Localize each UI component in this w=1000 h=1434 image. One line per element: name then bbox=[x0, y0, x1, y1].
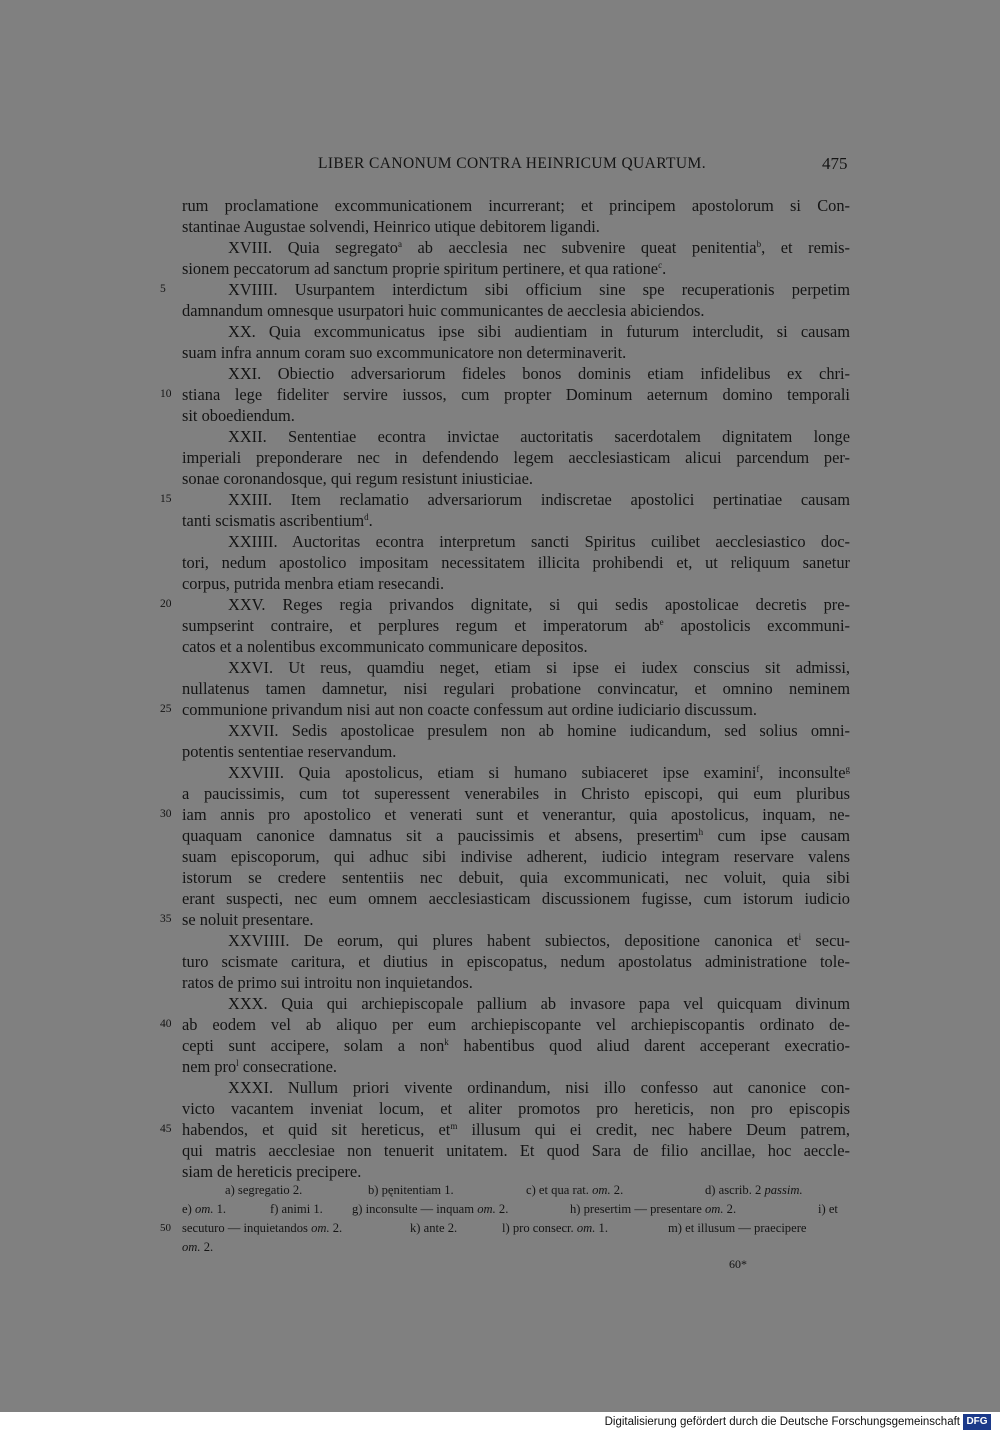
line-number: 35 bbox=[160, 913, 172, 925]
footnote: i) et bbox=[818, 1202, 838, 1216]
text-line: XXXI. Nullum priori vivente ordinandum, nisi illo confesso aut canonice con- bbox=[228, 1078, 850, 1097]
footnote: k) ante 2. bbox=[410, 1221, 458, 1235]
text-line: iam annis pro apostolico et venerati sunt et venerantur, quia apostolicus, inquam, ne- bbox=[182, 805, 850, 824]
text-line: sumpserint contraire, et perplures regum et imperatorum $ab^e$ apostolicis excommuni- bbox=[182, 616, 850, 635]
text-line: tanti scismatis ascribentium$^d$. bbox=[182, 511, 373, 530]
footnote: g) inconsulte — inquam om. 2. bbox=[352, 1202, 509, 1216]
text-line: XXX. Quia qui archiepiscopale pallium ab invasore papa vel quicquam divinum bbox=[228, 994, 850, 1013]
text-line: istorum se credere sententiis nec debuit, quia excommunicati, nec voluit, quia sibi bbox=[182, 868, 850, 887]
text-line: a paucissimis, cum tot superessent venerabiles in Christo episcopi, qui eum pluribus bbox=[182, 784, 850, 803]
text-line: habendos, et quid sit hereticus, $et^m$ illusum qui ei credit, nec habere Deum patrem, bbox=[182, 1120, 850, 1139]
text-line: sionem peccatorum ad sanctum proprie spiritum pertinere, et qua ratione$^c$. bbox=[182, 259, 667, 278]
text-line: XXIIII. Auctoritas econtra interpretum sancti Spiritus cuilibet aecclesiastico doc- bbox=[228, 532, 850, 551]
text-line: rum proclamatione excommunicationem incurrerant; et principem apostolorum si Con- bbox=[182, 196, 850, 215]
text-line: victo vacantem inveniat locum, et aliter promotos pro hereticis, non pro episcopis bbox=[182, 1099, 850, 1118]
text-line: XX. Quia excommunicatus ipse sibi audientiam in futurum intercludit, si causam bbox=[228, 322, 850, 341]
text-line: nullatenus tamen damnetur, nisi regulari probatione convincatur, et omnino neminem bbox=[182, 679, 850, 698]
line-number: 30 bbox=[160, 808, 172, 820]
footnote: d) ascrib. 2 passim. bbox=[705, 1183, 803, 1197]
text-line: tori, nedum apostolico impositam necessitatem illicita prohibendi et, ut reliquum sanetur bbox=[182, 553, 850, 572]
line-number: 15 bbox=[160, 493, 172, 505]
text-line: siam de hereticis precipere. bbox=[182, 1162, 362, 1181]
line-number: 5 bbox=[160, 283, 166, 295]
footnote: c) et qua rat. om. 2. bbox=[526, 1183, 624, 1197]
text-line: XVIIII. Usurpantem interdictum sibi officium sine spe recuperationis perpetim bbox=[228, 280, 850, 299]
text-line: stantinae Augustae solvendi, Heinrico utique debitorem ligandi. bbox=[182, 217, 600, 236]
footnote: secuturo — inquietandos om. 2. bbox=[182, 1221, 343, 1235]
footnote: m) et illusum — praecipere bbox=[668, 1221, 807, 1235]
footer-credit: Digitalisierung gefördert durch die Deutsche Forschungsgemeinschaft bbox=[604, 1416, 960, 1428]
text-line: nem pro$^l$ consecratione. bbox=[182, 1057, 337, 1076]
text-line: suam infra annum coram suo excommunicatore non determinaverit. bbox=[182, 343, 627, 362]
page-number: 475 bbox=[822, 154, 848, 173]
text-line: se noluit presentare. bbox=[182, 910, 314, 929]
footnote: om. 2. bbox=[182, 1240, 214, 1254]
text-line: erant suspecti, nec eum omnem aecclesiasticam discussionem fugisse, cum istorum iudicio bbox=[182, 889, 850, 908]
line-number: 25 bbox=[160, 703, 172, 715]
text-line: qui matris aecclesiae non tenuerit unitatem. Et quod Sara de filio ancillae, hoc aeccle- bbox=[182, 1141, 850, 1160]
text-line: turo scismate caritura, et diutius in episcopatus, nedum apostolatus administratione tole- bbox=[182, 952, 850, 971]
text-line: XXVIIII. De eorum, qui plures habent subiectos, depositione canonica $et^i$ secu- bbox=[228, 931, 851, 950]
text-line: ab eodem vel ab aliquo per eum archiepiscopante vel archiepiscopantis ordinato de- bbox=[182, 1015, 850, 1034]
text-line: imperiali preponderare nec in defendendo legem aecclesiasticam alicui parcendum per- bbox=[182, 448, 850, 467]
text-line: XXVIII. Quia apostolicus, etiam si humano subiaceret ipse examini$^f$, inconsulte$^g$ bbox=[228, 763, 850, 782]
line-number: 50 bbox=[160, 1222, 171, 1234]
signature-mark: 60* bbox=[729, 1257, 747, 1271]
footnote: e) om. 1. bbox=[182, 1202, 227, 1216]
text-line: XXII. Sententiae econtra invictae auctoritatis sacerdotalem dignitatem longe bbox=[228, 427, 850, 446]
text-line: catos et a nolentibus excommunicato communicare depositos. bbox=[182, 637, 588, 656]
text-line: XXVII. Sedis apostolicae presulem non ab homine iudicandum, sed solius omni- bbox=[228, 721, 850, 740]
text-line: communione privandum nisi aut non coacte confessum aut ordine iudiciario discussum. bbox=[182, 700, 757, 719]
text-line: ratos de primo sui introitu non inquietandos. bbox=[182, 973, 473, 992]
line-number: 10 bbox=[160, 388, 172, 400]
dfg-logo: DFG bbox=[963, 1414, 991, 1430]
text-line: quaquam canonice damnatus sit a paucissimis et absens, presertim$^h$ cum ipse causam bbox=[182, 826, 850, 845]
text-line: cepti sunt accipere, solam a non$^k$ habentibus quod aliud darent acceperant execratio- bbox=[182, 1036, 850, 1055]
text-line: potentis sententiae reservandum. bbox=[182, 742, 397, 761]
text-line: stiana lege fideliter servire iussos, cum propter Dominum aeternum domino temporali bbox=[182, 385, 850, 404]
text-line: XXIII. Item reclamatio adversariorum indiscretae apostolici pertinatiae causam bbox=[228, 490, 850, 509]
text-line: sonae coronandosque, qui regum resistunt iniusticiae. bbox=[182, 469, 533, 488]
text-line: XXV. Reges regia privandos dignitate, si qui sedis apostolicae decretis pre- bbox=[228, 595, 850, 614]
line-number: 40 bbox=[160, 1018, 172, 1030]
text-line: XVIII. Quia segregato$^a$ ab aecclesia nec subvenire queat penitentia$^b$, et remis- bbox=[228, 238, 850, 257]
text-line: XXVI. Ut reus, quamdiu neget, etiam si ipse ei iudex conscius sit admissi, bbox=[228, 658, 850, 677]
text-line: corpus, putrida menbra etiam resecandi. bbox=[182, 574, 445, 593]
line-number: 20 bbox=[160, 598, 172, 610]
footnote: h) presertim — presentare om. 2. bbox=[570, 1202, 737, 1216]
running-title: LIBER CANONUM CONTRA HEINRICUM QUARTUM. bbox=[318, 155, 706, 172]
footnote: l) pro consecr. om. 1. bbox=[502, 1221, 608, 1235]
footnote: a) segregatio 2. bbox=[225, 1183, 303, 1197]
text-line: sit oboediendum. bbox=[182, 406, 295, 425]
text-line: damnandum omnesque usurpatori huic communicantes de aecclesia abiciendos. bbox=[182, 301, 705, 320]
footnote: b) pęnitentiam 1. bbox=[368, 1183, 454, 1197]
text-line: XXI. Obiectio adversariorum fideles bonos dominis etiam infidelibus ex chri- bbox=[228, 364, 850, 383]
text-line: suam episcoporum, qui adhuc sibi indivise adherent, iudicio integram reservare valens bbox=[182, 847, 850, 866]
line-number: 45 bbox=[160, 1123, 172, 1135]
footnote: f) animi 1. bbox=[270, 1202, 323, 1216]
